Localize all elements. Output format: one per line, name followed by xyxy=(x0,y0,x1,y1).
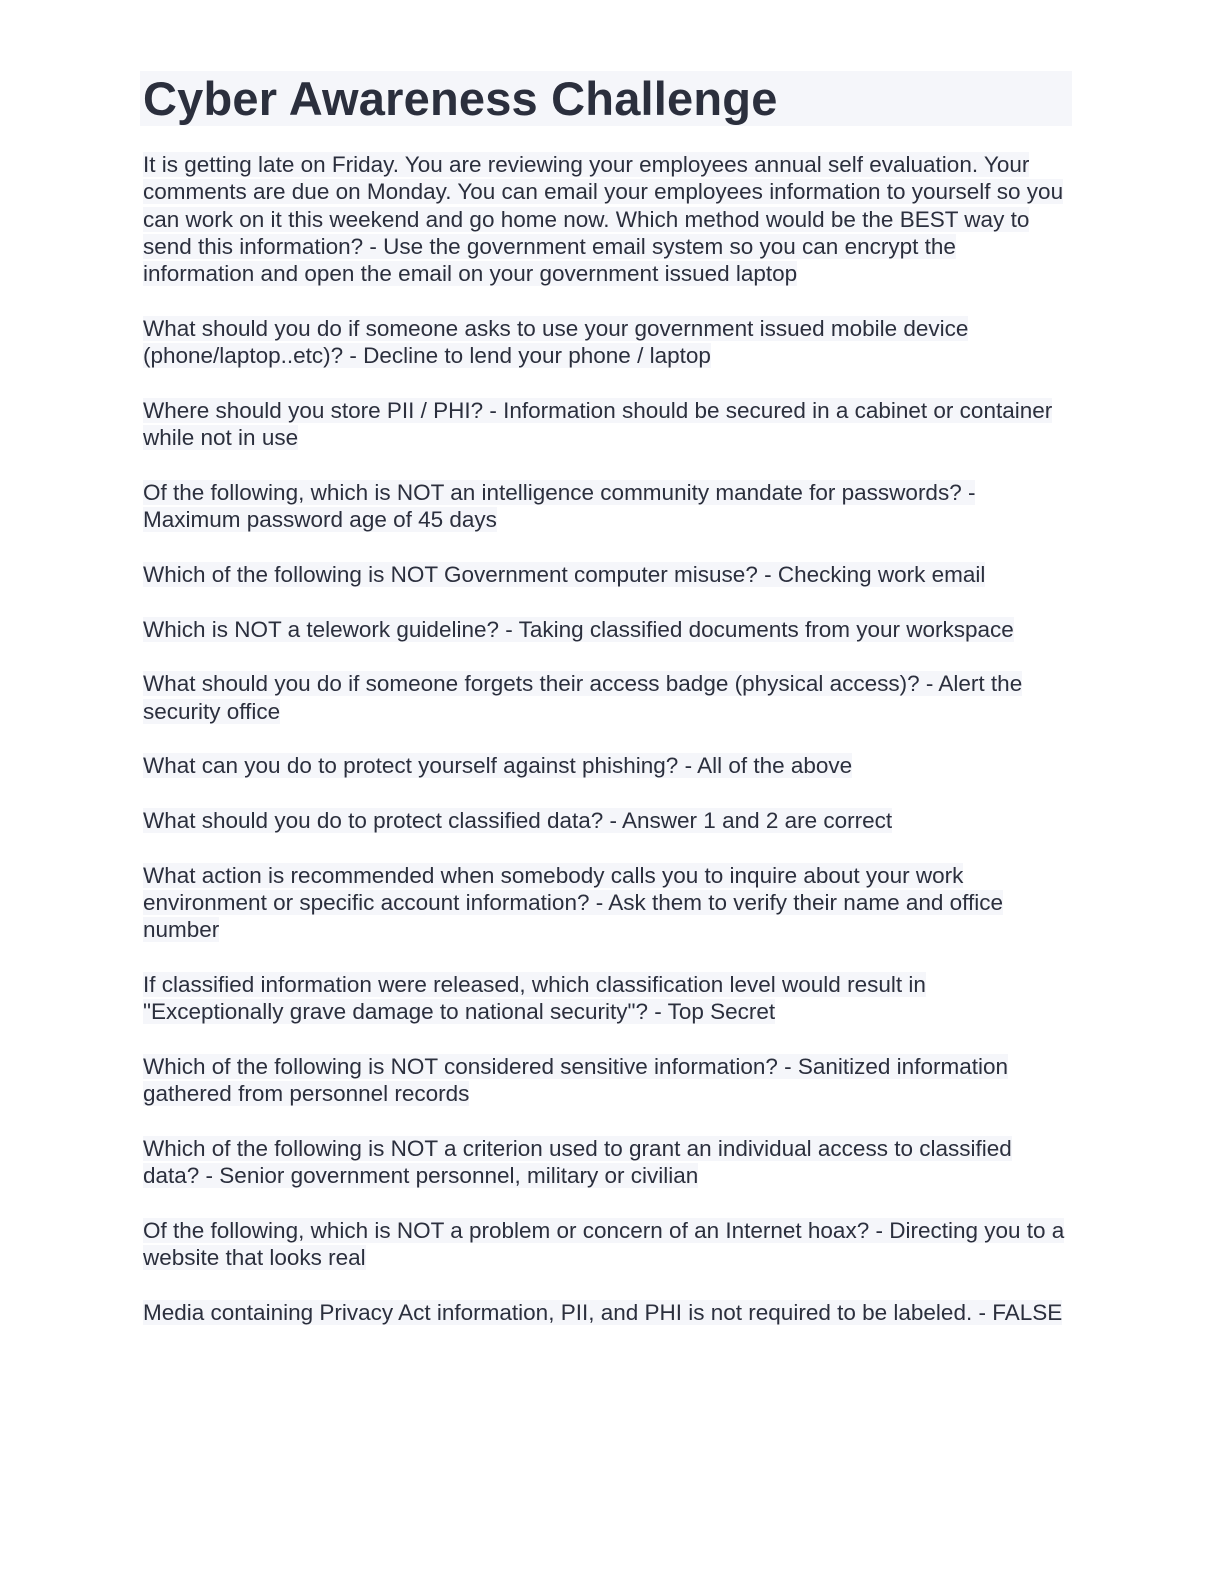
qa-text: What should you do if someone forgets their access badge (physical access)? - Alert the security office xyxy=(143,671,1023,724)
qa-item xyxy=(143,1299,1072,1326)
qa-text: Media containing Privacy Act information, PII, and PHI is not required to be labeled. - FALSE xyxy=(143,1299,1063,1325)
qa-text: Which is NOT a telework guideline? - Taking classified documents from your workspace xyxy=(143,616,1014,642)
qa-text: Of the following, which is NOT a problem or concern of an Internet hoax? - Directing you to a website that looks real xyxy=(143,1217,1065,1271)
qa-text: Where should you store PII / PHI? - Information should be secured in a cabinet or container while not in use xyxy=(143,397,1053,451)
qa-item xyxy=(143,1053,1072,1108)
qa-text: What can you do to protect yourself against phishing? - All of the above xyxy=(143,753,853,779)
qa-text: If classified information were released, which classification level would result in "Exceptionally grave damage to national security"? - Top Secret xyxy=(143,971,926,1025)
qa-item xyxy=(143,151,1072,287)
qa-text: It is getting late on Friday. You are reviewing your employees annual self evaluation. Your comments are due on Monday. You can email your employees information to yourself so you can work on it this weekend and go home now. Which method would be the BEST way to send this information? - Use the government email system so you can encrypt the information and open the email on your government issued laptop xyxy=(143,152,1064,287)
qa-item xyxy=(143,616,1072,643)
qa-item xyxy=(143,807,1072,834)
document-page xyxy=(140,71,1072,1326)
qa-text: What action is recommended when somebody calls you to inquire about your work environment or specific account information? - Ask them to verify their name and office number xyxy=(143,862,1003,943)
title-bar xyxy=(140,71,1072,126)
qa-item xyxy=(143,561,1072,588)
qa-item xyxy=(143,397,1072,452)
qa-text: Of the following, which is NOT an intelligence community mandate for passwords? - Maximum password age of 45 days xyxy=(143,479,976,533)
qa-list xyxy=(140,151,1072,1326)
qa-item xyxy=(143,752,1072,779)
qa-text: Which of the following is NOT considered sensitive information? - Sanitized information gathered from personnel records xyxy=(143,1053,1008,1107)
qa-item xyxy=(143,971,1072,1026)
qa-text: What should you do to protect classified data? - Answer 1 and 2 are correct xyxy=(143,807,893,833)
qa-item xyxy=(143,1217,1072,1272)
qa-text: What should you do if someone asks to use your government issued mobile device (phone/laptop..etc)? - Decline to lend your phone / laptop xyxy=(143,315,969,369)
qa-item xyxy=(143,315,1072,370)
qa-item xyxy=(143,479,1072,534)
page-title: Cyber Awareness Challenge xyxy=(143,72,778,125)
qa-item xyxy=(143,670,1072,725)
qa-text: Which of the following is NOT a criterion used to grant an individual access to classified data? - Senior government personnel, military or civilian xyxy=(143,1135,1012,1189)
qa-text: Which of the following is NOT Government computer misuse? - Checking work email xyxy=(143,561,986,587)
qa-item xyxy=(143,1135,1072,1190)
qa-item xyxy=(143,862,1072,944)
